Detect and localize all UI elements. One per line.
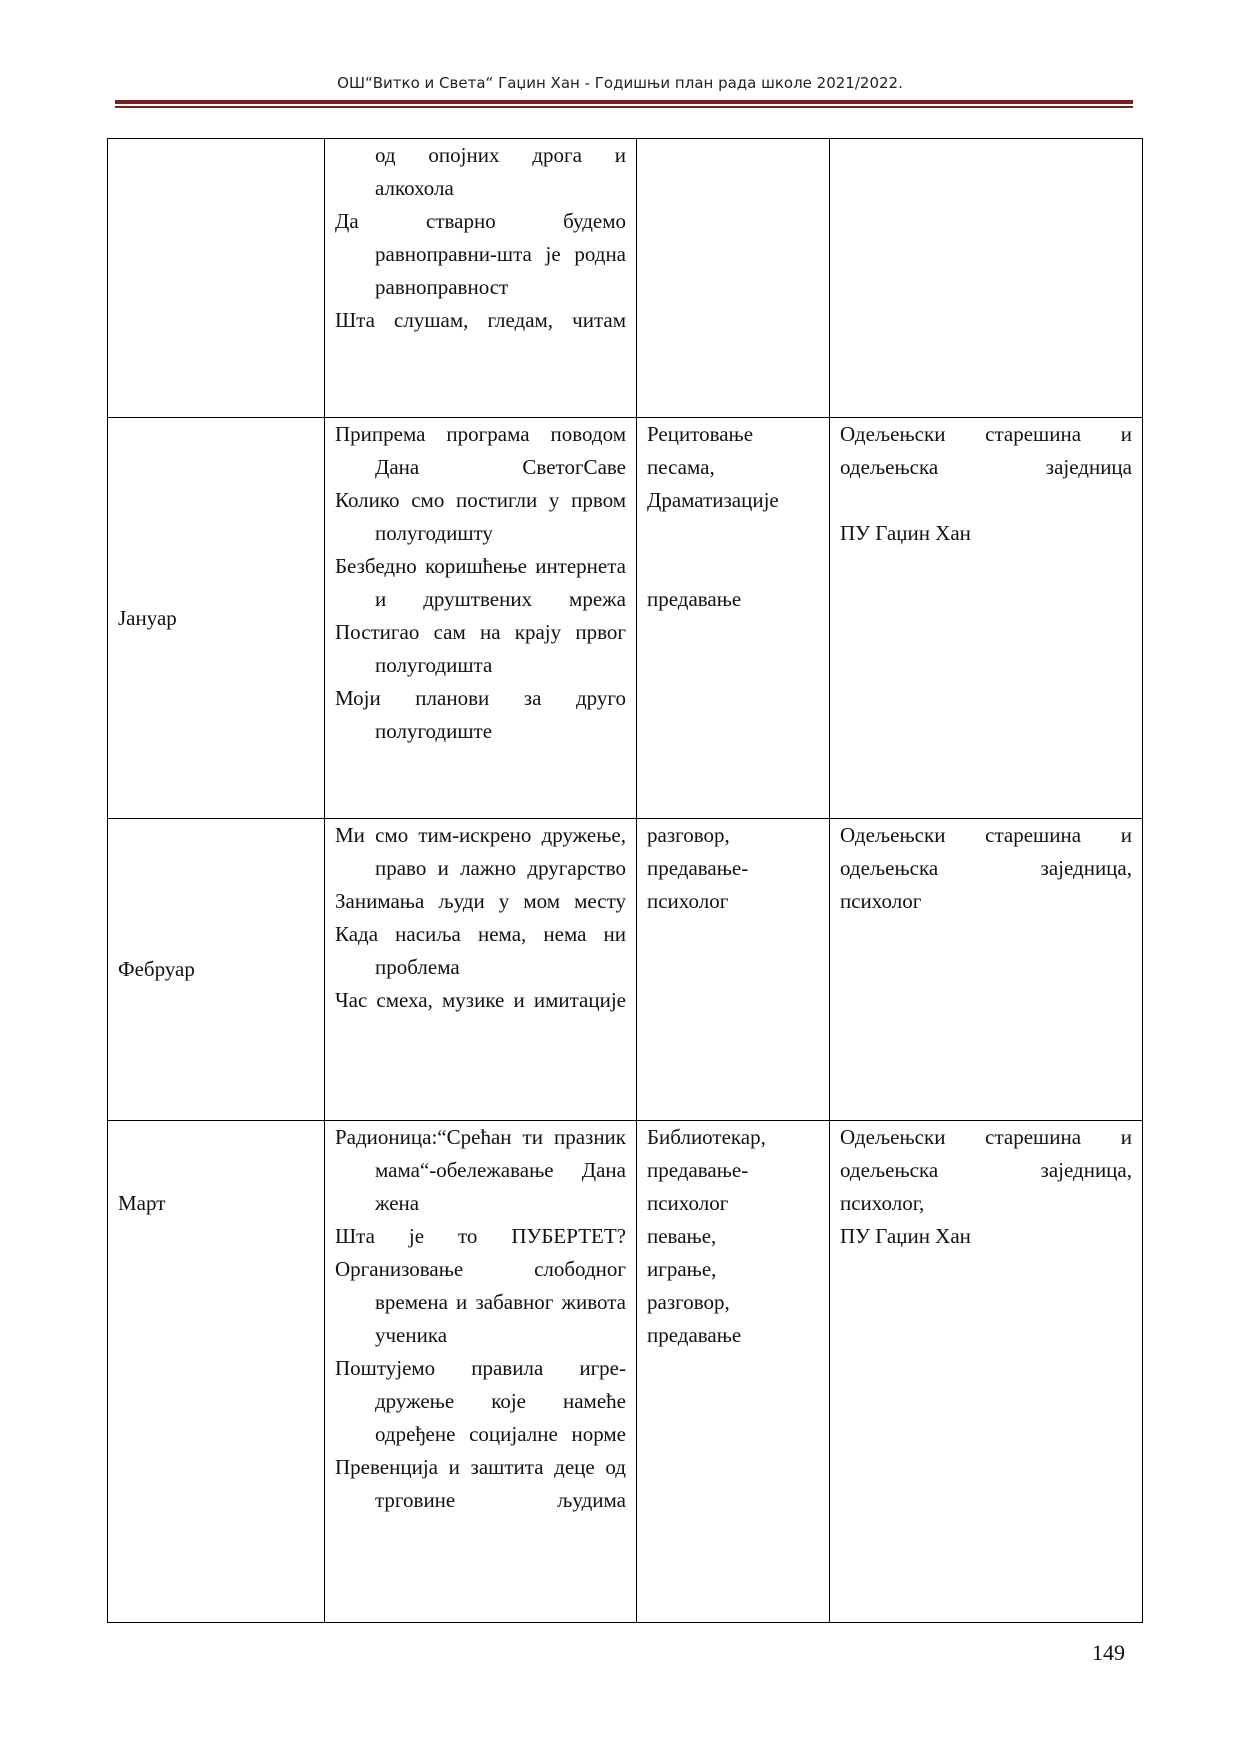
topic-item: Када насиља нема, нема ни проблема [335,922,626,980]
method-line: разговор, [647,1289,730,1314]
header-rule-thin [115,106,1133,108]
topic-item: Постигао сам на крају првог полугодишта [335,620,626,678]
method-line: предавање [647,1322,742,1347]
participant-line: Одељењски старешина и одељењска заједница, [840,823,1132,881]
month-cell: Март [108,1120,325,1622]
topic-item: Занимања људи у мом месту [335,889,626,914]
table-row [108,139,1143,418]
month-cell: Јануар [108,418,325,819]
methods-cell [637,139,830,418]
topic-item: Шта слушам, гледам, читам [335,308,626,332]
month-cell [108,139,325,418]
participant-line: ПУ Гаџин Хан [840,521,971,546]
participant-line: Одељењски старешина и одељењска заједница [840,422,1132,480]
header-rule [115,100,1133,104]
page-header: ОШ“Витко и Света“ Гаџин Хан - Годишњи план рада школе 2021/2022. [337,74,903,92]
topics-cell [325,1120,637,1622]
topic-item: Час смеха, музике и имитације [335,988,626,1013]
month-cell: Фебруар [108,819,325,1120]
method-line: предавање- [647,1157,749,1182]
methods-cell [637,418,830,819]
plan-table [107,138,1143,1623]
method-line [647,550,819,583]
participants-cell [830,819,1143,1120]
method-line [647,517,819,550]
topic-item: Шта је то ПУБЕРТЕТ? [335,1223,626,1248]
method-line: играње, [647,1256,717,1281]
topic-item: Превенција и заштита деце од трговине људима [335,1454,626,1512]
table-row [108,418,1143,819]
method-line: предавање [647,587,742,612]
topics-cell [325,139,637,418]
topic-item: Организовање слободног времена и забавног живота ученика [335,1256,626,1347]
topics-cell [325,418,637,819]
method-line: певање, [647,1223,717,1248]
method-line: Рецитовање песама, [647,422,754,480]
page-number: 149 [1092,1640,1125,1665]
method-line: разговор, [647,823,730,848]
method-line: предавање- [647,856,749,881]
topic-item: Безбедно коришћење интернета и друштвених мрежа [335,554,626,612]
method-line: психолог [647,1190,729,1215]
participant-line: ПУ Гаџин Хан [840,1223,971,1248]
participants-cell [830,139,1143,418]
method-line: психолог [647,889,729,914]
table-row [108,1120,1143,1622]
topic-item: Колико смо постигли у првом полугодишту [335,488,626,546]
topic-item: Поштујемо правила игре-дружење које намеће одређене социјалне норме [335,1355,626,1446]
topic-item: од опојних дрога и алкохола [375,143,626,200]
participant-line: Одељењски старешина и одељењска заједница, [840,1124,1132,1182]
methods-cell [637,819,830,1120]
participant-line [840,484,1132,517]
topic-item: Радионица:“Срећан ти празник мама“-обележавање Дана жена [335,1124,626,1215]
participant-line: психолог, [840,1190,925,1215]
methods-cell [637,1120,830,1622]
table-row [108,819,1143,1120]
method-line: Драматизације [647,488,779,513]
topics-cell [325,819,637,1120]
topic-item: Моји планови за друго полугодиште [335,686,626,744]
participants-cell [830,1120,1143,1622]
participant-line: психолог [840,889,922,914]
topic-item: Припрема програма поводом Дана СветогСаве [335,422,626,480]
topic-item: Да стварно будемо равноправни-шта је родна равноправност [335,209,626,299]
method-line: Библиотекар, [647,1124,766,1149]
participants-cell [830,418,1143,819]
topic-item: Ми смо тим-искрено дружење, право и лажно другарство [335,823,626,881]
